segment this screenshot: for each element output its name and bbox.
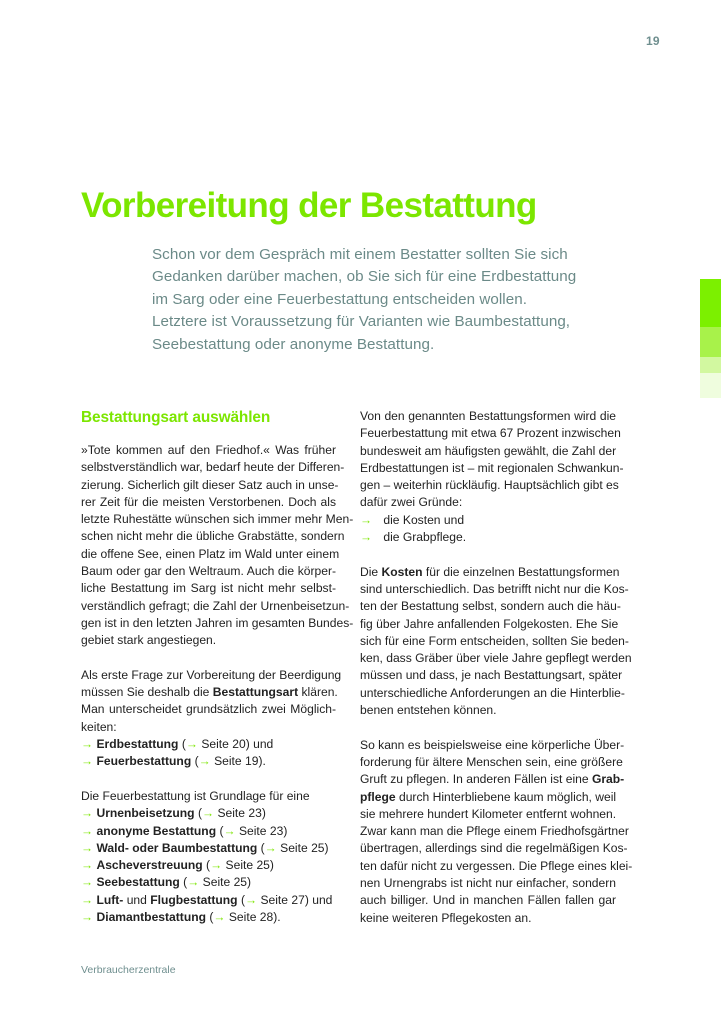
burial-type-list — [81, 736, 336, 771]
text-line: gen – weiterhin rückläufig. Hauptsächlich gibt es — [360, 478, 619, 493]
text-line: fig über Jahre anfallenden Folgekosten. Ehe Sie — [360, 616, 619, 631]
page-reference[interactable]: Seite 23 — [238, 823, 284, 838]
paragraph-cremation-basis — [81, 788, 336, 805]
arrow-right-icon: → — [360, 512, 373, 527]
list-item: → Urnenbeisetzung (→ Seite 23) — [81, 806, 266, 821]
page-reference[interactable]: Seite 25 — [202, 875, 248, 890]
arrow-right-icon: → — [210, 858, 223, 873]
arrow-right-icon: → — [81, 910, 94, 925]
side-tab-segment — [700, 373, 721, 398]
text-line: keine weiteren Pflegekosten an. — [360, 910, 532, 925]
text-line: liche Bestattung im Sarg ist nicht mehr selbst- — [81, 581, 336, 596]
text-line: benen entstehen können. — [360, 703, 497, 718]
side-tab-segment — [700, 279, 721, 327]
list-item: → Luft- und Flugbestattung (→ Seite 27) und — [81, 892, 333, 907]
list-item: → Wald- oder Baumbestattung (→ Seite 25) — [81, 840, 329, 855]
arrow-right-icon: → — [81, 754, 94, 769]
page-number: 19 — [646, 34, 660, 48]
text-line: sie mehrere hundert Kilometer entfernt wohnen. — [360, 806, 617, 821]
text-line: die offene See, einen Platz im Wald unter einem — [81, 546, 340, 561]
arrow-right-icon: → — [81, 823, 94, 838]
link-feuerbestattung[interactable]: Feuerbestattung — [96, 754, 192, 769]
text-line: sich für eine Form entscheiden, sollten Sie beden- — [360, 633, 629, 648]
side-tab-segment — [700, 327, 721, 357]
list-item: → Ascheverstreuung (→ Seite 25) — [81, 858, 274, 873]
reasons-list — [360, 512, 616, 547]
arrow-right-icon: → — [244, 892, 258, 907]
page-reference[interactable]: Seite 23 — [217, 806, 262, 821]
list-item: → Diamantbestattung (→ Seite 28). — [81, 910, 281, 925]
link-urnenbeisetzung[interactable]: Urnenbeisetzung — [96, 806, 195, 821]
text-line: Feuerbestattung mit etwa 67 Prozent inzwischen — [360, 426, 621, 441]
arrow-right-icon: → — [213, 910, 226, 925]
arrow-right-icon: → — [185, 737, 198, 752]
text-line: auch billiger. Und in manchen Fällen fallen gar — [360, 893, 616, 908]
arrow-right-icon: → — [81, 737, 94, 752]
text-line: übertragen, allerdings sind die regelmäßigen Kos- — [360, 841, 628, 856]
text-line: letzte Ruhestätte wünschen sich immer mehr Men- — [81, 512, 354, 527]
intro-line: Gedanken darüber machen, ob Sie sich für eine Erdbestattung — [152, 268, 577, 286]
text-line: Man unterscheidet grundsätzlich zwei Möglich- — [81, 702, 336, 717]
arrow-right-icon: → — [360, 530, 373, 545]
arrow-right-icon: → — [201, 806, 215, 821]
list-item: → Erdbestattung (→ Seite 20) und — [81, 737, 274, 752]
text-line: ten der Bestattung selbst, sondern auch die häu- — [360, 599, 621, 614]
page-title: Vorbereitung der Bestattung — [81, 186, 537, 225]
text-line: gen ist in den letzten Jahren im gesamten Bundes- — [81, 615, 354, 630]
intro-line: Letztere ist Voraussetzung für Varianten wie Baumbestattung, — [152, 313, 571, 331]
paragraph-intro — [81, 442, 354, 650]
text-line: forderung für ältere Menschen sein, eine größere — [360, 754, 623, 769]
footer-publisher: Verbraucherzentrale — [81, 964, 176, 976]
link-erdbestattung[interactable]: Erdbestattung — [96, 737, 179, 752]
paragraph-first-question — [81, 667, 342, 736]
page-reference[interactable]: Seite 27 — [260, 892, 305, 907]
link-anonyme-bestattung[interactable]: anonyme Bestattung — [96, 823, 217, 838]
text-line: dafür zwei Gründe: — [360, 495, 463, 510]
list-item: → Seebestattung (→ Seite 25) — [81, 875, 252, 890]
arrow-right-icon: → — [81, 806, 94, 821]
text-line: Die Kosten für die einzelnen Bestattungsformen — [360, 564, 620, 579]
text-line: müssen und dass, je nach Bestattungsart, später — [360, 668, 623, 683]
intro-line: im Sarg oder eine Feuerbestattung entscheiden wollen. — [152, 290, 527, 308]
intro-line: Seebestattung oder anonyme Bestattung. — [152, 335, 435, 353]
link-flugbestattung[interactable]: Flugbestattung — [150, 892, 238, 907]
cremation-variants-list — [81, 805, 336, 926]
arrow-right-icon: → — [264, 840, 277, 855]
text-line: Von den genannten Bestattungsformen wird die — [360, 409, 616, 423]
arrow-right-icon: → — [81, 840, 94, 855]
list-item: → Feuerbestattung (→ Seite 19). — [81, 754, 266, 769]
text-line: Gruft zu pflegen. In anderen Fällen ist eine Grab- — [360, 772, 625, 787]
text-line: sind unterschiedlich. Das betrifft nicht nur die Kos- — [360, 581, 629, 596]
link-wald-baumbestattung[interactable]: Wald- oder Baumbestattung — [96, 840, 258, 855]
paragraph-costs — [360, 564, 632, 720]
arrow-right-icon: → — [198, 754, 211, 769]
text-line: zierung. Sicherlich gilt dieser Satz auch in unse- — [81, 477, 339, 492]
text-line: Als erste Frage zur Vorbereitung der Beerdigung — [81, 667, 342, 682]
link-seebestattung[interactable]: Seebestattung — [96, 875, 180, 890]
text-line: Baum oder gar den Weltraum. Auch die körper- — [81, 564, 336, 579]
intro-paragraph — [152, 244, 592, 356]
text-line: ten dafür nicht zu vergessen. Die Pflege eines klei- — [360, 858, 633, 873]
arrow-right-icon: → — [187, 875, 200, 890]
text-line: bundesweit am häufigsten gewählt, die Zahl der — [360, 443, 617, 458]
side-tab-segment — [700, 357, 721, 373]
link-ascheverstreuung[interactable]: Ascheverstreuung — [96, 858, 203, 873]
text-line: unterschiedliche Anforderungen an die Hinterblie- — [360, 685, 625, 700]
text-line: nen Urnengrabs ist nicht nur einfacher, sondern — [360, 876, 616, 891]
text-line: »Tote kommen auf den Friedhof.« Was früher — [81, 443, 336, 457]
paragraph-statistics — [360, 408, 624, 512]
text-line: keiten: — [81, 719, 117, 734]
arrow-right-icon: → — [81, 875, 94, 890]
text-line: selbstverständlich war, bedarf heute der Differen- — [81, 460, 345, 475]
page-reference[interactable]: Seite 25 — [280, 840, 325, 855]
page-reference[interactable]: Seite 20 — [201, 737, 246, 752]
text-line: So kann es beispielsweise eine körperliche Über- — [360, 737, 625, 752]
text-line: schen nicht mehr die übliche Grabstätte, sondern — [81, 529, 345, 544]
text-line: ken, dass Gräber über viele Jahre gepflegt werden — [360, 651, 632, 666]
arrow-right-icon: → — [81, 858, 94, 873]
list-item: → die Grabpflege. — [360, 529, 616, 546]
right-column — [360, 408, 633, 927]
intro-line: Schon vor dem Gespräch mit einem Bestatter sollten Sie sich — [152, 246, 568, 263]
text-line: pflege durch Hinterbliebene kaum möglich, weil — [360, 789, 617, 804]
text-line: gebiet stark angestiegen. — [81, 633, 217, 648]
text-line: Zwar kann man die Pflege einem Friedhofsgärtner — [360, 824, 629, 839]
page-reference[interactable]: Seite 25 — [225, 858, 270, 873]
link-diamantbestattung[interactable]: Diamantbestattung — [96, 910, 206, 925]
arrow-right-icon: → — [81, 892, 94, 907]
text-line: verständlich gefragt; die Zahl der Urnenbeisetzun- — [81, 598, 350, 613]
text-line: müssen Sie deshalb die Bestattungsart klären. — [81, 685, 338, 700]
page-reference[interactable]: Seite 19 — [214, 754, 259, 769]
text-line: rer Zeit für die meisten Verstorbenen. Doch als — [81, 494, 336, 509]
list-item: → die Kosten und — [360, 512, 616, 529]
link-luftbestattung[interactable]: Luft- — [96, 892, 124, 907]
page-reference[interactable]: Seite 28 — [228, 910, 274, 925]
paragraph-grave-care — [360, 737, 633, 927]
left-column — [81, 408, 354, 926]
text-line: Erdbestattungen ist – mit regionalen Schwankun- — [360, 460, 624, 475]
text-line: Die Feuerbestattung ist Grundlage für eine — [81, 788, 310, 803]
list-item: → anonyme Bestattung (→ Seite 23) — [81, 823, 288, 838]
section-heading: Bestattungsart auswählen — [81, 409, 271, 426]
arrow-right-icon: → — [223, 823, 236, 838]
